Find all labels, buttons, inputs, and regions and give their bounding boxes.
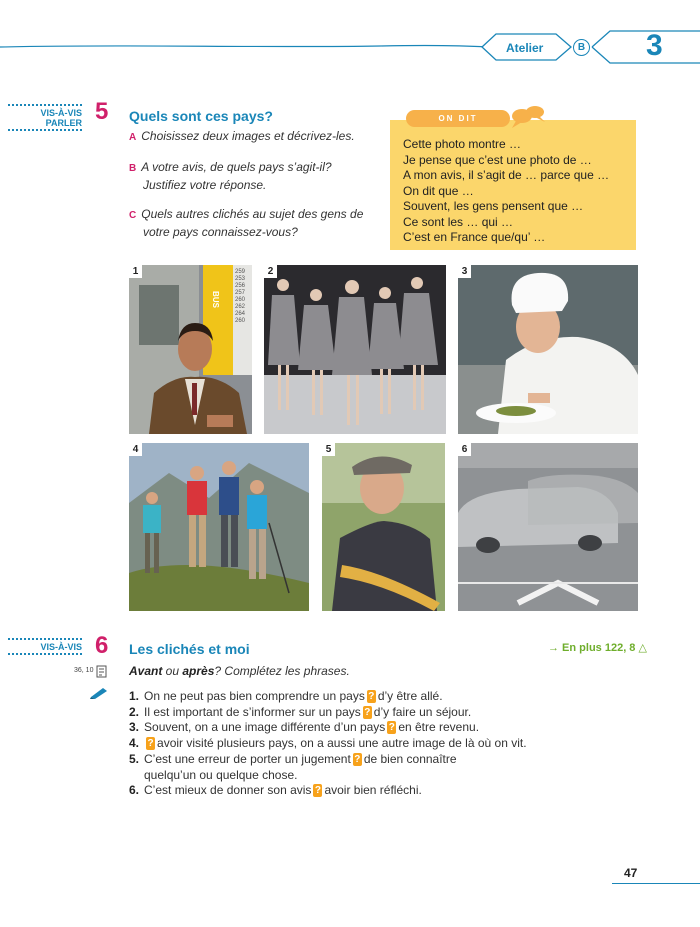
photo-number: 1: [129, 265, 142, 278]
sentence: 3. Souvent, on a une image différente d’un pays ? en être revenu.: [129, 720, 480, 734]
on-dit-line: C’est en France que/qu’ …: [403, 230, 546, 244]
side-label-vis-a-vis: VIS-À-VIS: [40, 642, 82, 652]
page-number: 47: [624, 866, 638, 880]
timetable-entry: 260: [235, 318, 246, 324]
side-label-vis-a-vis: VIS-À-VIS: [40, 108, 82, 118]
sentence: 6. C’est mieux de donner son avis ? avoir bien réfléchi.: [129, 783, 422, 797]
bus-timetable: [235, 269, 245, 325]
instruction-b: B A votre avis, de quels pays s’agit-il? Justifiez votre réponse.: [129, 160, 332, 192]
timetable-entry: 259: [235, 269, 246, 275]
on-dit-label: ON DIT: [406, 110, 510, 127]
timetable-entry: 257: [235, 290, 246, 296]
exercise-number: 5: [95, 98, 109, 125]
speech-bubble-icon: [508, 103, 548, 129]
photo-number: 3: [458, 265, 471, 278]
exercise-title: Les clichés et moi: [129, 641, 250, 657]
dotted-rule: [8, 129, 82, 131]
page-number-rule: [612, 883, 700, 884]
timetable-entry: 256: [235, 283, 246, 289]
sentence: 4. ? avoir visité plusieurs pays, on a aussi une autre image de là où on vit.: [129, 736, 527, 750]
gap-marker[interactable]: ?: [147, 738, 154, 749]
timetable-entry: 260: [235, 297, 246, 303]
book-icon: [96, 665, 107, 678]
on-dit-line: Ce sont les … qui …: [403, 215, 514, 229]
photo-number: 2: [264, 265, 277, 278]
gap-marker[interactable]: ?: [388, 722, 395, 733]
photo-number: 4: [129, 443, 142, 456]
photo-number: 6: [458, 443, 471, 456]
exercise-instruction: Avant ou après? Complétez les phrases.: [129, 664, 350, 678]
gap-marker[interactable]: ?: [354, 754, 361, 765]
photo-speeding-car: [458, 443, 638, 611]
header-rule: [0, 0, 700, 90]
gap-marker[interactable]: ?: [364, 707, 371, 718]
photo-businessman: [129, 265, 252, 434]
on-dit-line: On dit que …: [403, 184, 474, 198]
sentence: 5. C’est une erreur de porter un jugement ? de bien connaître quelqu’un ou quelque chose.: [129, 752, 457, 782]
gap-marker[interactable]: ?: [368, 691, 375, 702]
photo-hikers: [129, 443, 309, 611]
dotted-rule: [8, 653, 82, 655]
dotted-rule: [8, 104, 82, 106]
chapter-number: 3: [646, 29, 663, 62]
instruction-c: C Quels autres clichés au sujet des gens de votre pays connaissez-vous?: [129, 207, 364, 239]
gap-marker[interactable]: ?: [314, 785, 321, 796]
section-label: Atelier: [506, 41, 544, 55]
grammar-reference: 36, 10: [74, 667, 94, 674]
section-letter: B: [573, 39, 590, 56]
photo-fashion-show: [264, 265, 446, 434]
timetable-entry: 264: [235, 311, 246, 317]
instruction-a: A Choisissez deux images et décrivez-les.: [129, 129, 355, 143]
sentence: 1. On ne peut pas bien comprendre un pays ? d’y être allé.: [129, 689, 443, 703]
on-dit-line: Cette photo montre …: [403, 137, 522, 151]
exercise-title: Quels sont ces pays?: [129, 108, 273, 124]
on-dit-line: Souvent, les gens pensent que …: [403, 199, 584, 213]
bus-sign: BUS: [210, 291, 220, 308]
photo-number: 5: [322, 443, 335, 456]
photo-old-man-baguette: [322, 443, 445, 611]
en-plus-reference: → En plus 122, 8 △: [548, 642, 647, 654]
on-dit-line: A mon avis, il s’agit de … parce que …: [403, 168, 610, 182]
photo-chef: [458, 265, 638, 434]
sentence: 2. Il est important de s’informer sur un pays ? d’y faire un séjour.: [129, 705, 472, 719]
dotted-rule: [8, 638, 82, 640]
exercise-number: 6: [95, 632, 109, 659]
side-label-parler: PARLER: [45, 118, 82, 128]
on-dit-line: Je pense que c’est une photo de …: [403, 153, 592, 167]
timetable-entry: 262: [235, 304, 246, 310]
pencil-icon: [90, 687, 108, 699]
timetable-entry: 253: [235, 276, 246, 282]
